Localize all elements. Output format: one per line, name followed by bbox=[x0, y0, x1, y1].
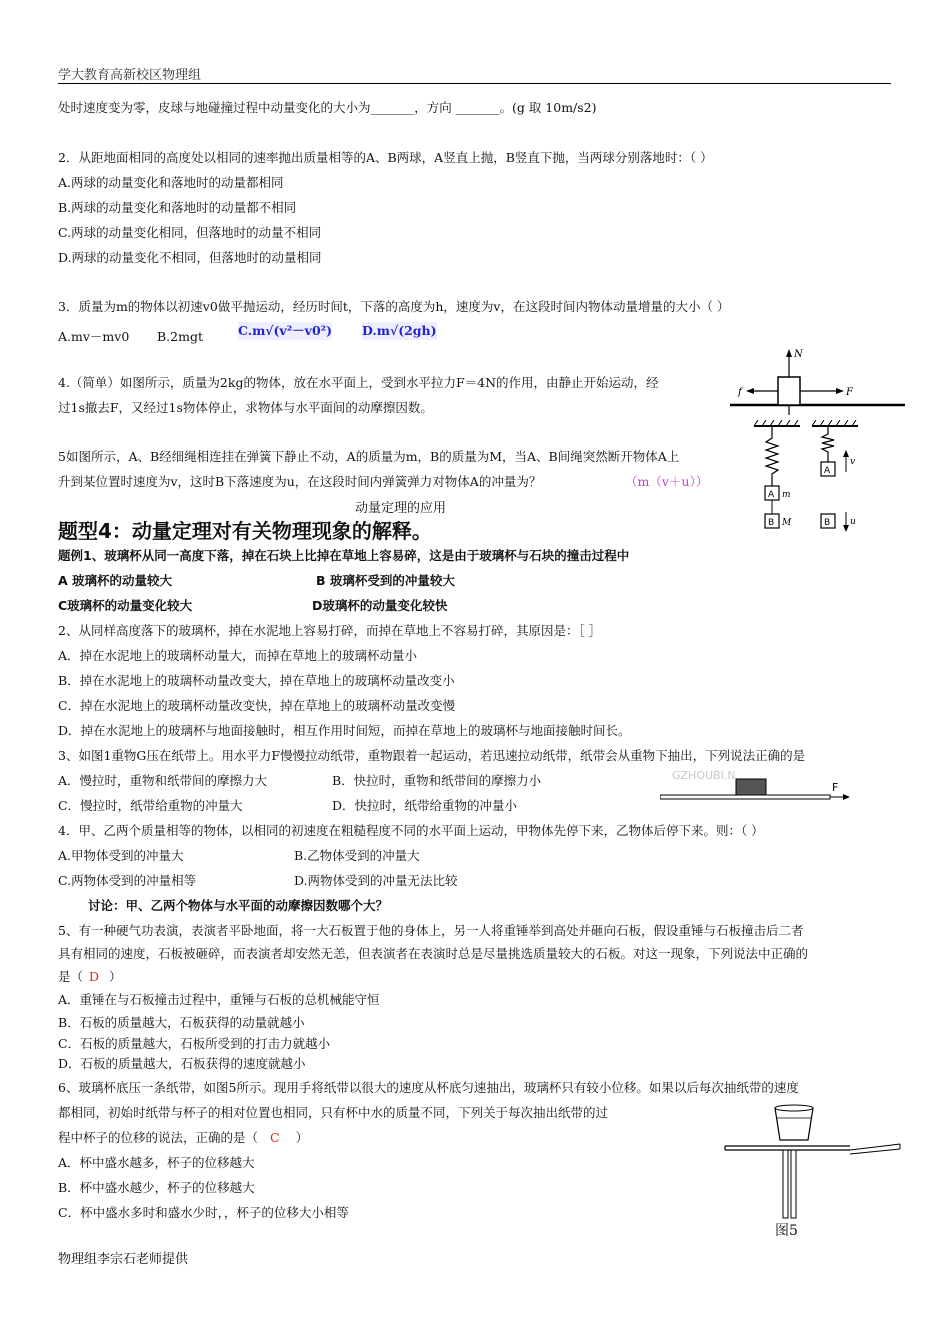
option-c: C.两物体受到的冲量相等 bbox=[58, 873, 197, 888]
option-c: C．慢拉时，纸带给重物的冲量大 bbox=[58, 798, 243, 813]
option-b: B.乙物体受到的冲量大 bbox=[294, 848, 420, 863]
page-footer: 物理组李宗石老师提供 bbox=[58, 1252, 189, 1267]
option-a: A.甲物体受到的冲量大 bbox=[58, 848, 184, 863]
option-d: D．掉在水泥地上的玻璃杯与地面接触时，相互作用时间短，而掉在草地上的玻璃杯与地面接触时间长。 bbox=[58, 723, 631, 738]
suffix: ） bbox=[291, 1130, 309, 1145]
section-title: 动量定理的应用 bbox=[355, 501, 447, 516]
label-f: f bbox=[738, 387, 742, 398]
label-a-2: A bbox=[824, 466, 831, 476]
option-d: D玻璃杯的动量变化较快 bbox=[312, 598, 448, 613]
prefix: 程中杯子的位移的说法，正确的是（ bbox=[58, 1130, 259, 1145]
page-header: 学大教育高新校区物理组 bbox=[58, 68, 202, 83]
label-b-2: B bbox=[824, 518, 831, 528]
label-m: m bbox=[782, 490, 791, 500]
question-3: 3．质量为m的物体以初速v0做平抛运动，经历时间t，下落的高度为h，速度为v，在这段时间内物体动量增量的大小（ ） bbox=[58, 299, 730, 314]
question-4-line2: 过1s撤去F，又经过1s物体停止，求物体与水平面间的动摩擦因数。 bbox=[58, 400, 433, 415]
example-1: 题例1、玻璃杯从同一高度下落，掉在石块上比掉在草地上容易碎，这是由于玻璃杯与石块的撞击过程中 bbox=[58, 548, 630, 563]
figure-5-caption: 图5 bbox=[775, 1223, 798, 1239]
option-c: C．掉在水泥地上的玻璃杯动量改变快，掉在草地上的玻璃杯动量改变慢 bbox=[58, 698, 456, 713]
text-line: 处时速度变为零，皮球与地碰撞过程中动量变化的大小为_______，方向 _______。(g 取 10m/s2) bbox=[58, 100, 597, 115]
answer: D bbox=[89, 969, 100, 984]
example-3: 3、如图1重物G压在纸带上。用水平力F慢慢拉动纸带，重物跟着一起运动，若迅速拉动纸带，纸带会从重物下抽出，下列说法正确的是 bbox=[58, 748, 806, 763]
option-a: A．杯中盛水越多，杯子的位移越大 bbox=[58, 1155, 255, 1170]
option-c: C.m√(v²－v0²) bbox=[238, 323, 333, 338]
label-u: u bbox=[850, 517, 856, 527]
option-b: B．快拉时，重物和纸带间的摩擦力小 bbox=[332, 773, 542, 788]
question-2: 2．从距地面相同的高度处以相同的速率抛出质量相等的A、B两球，A竖直上抛，B竖直下抛，当两球分别落地时：（ ） bbox=[58, 150, 713, 165]
option-b: B 玻璃杯受到的冲量较大 bbox=[316, 573, 455, 588]
question-5-line2: 升到某位置时速度为v，这时B下落速度为u，在这段时间内弹簧弹力对物体A的冲量为？ bbox=[58, 474, 542, 489]
option-d: D.m√(2gh) bbox=[362, 323, 437, 338]
option-b: B．杯中盛水越少，杯子的位移越大 bbox=[58, 1180, 255, 1195]
option-a: A．掉在水泥地上的玻璃杯动量大，而掉在草地上的玻璃杯动量小 bbox=[58, 648, 418, 663]
option-c: C．杯中盛水多时和盛水少时，，杯子的位移大小相等 bbox=[58, 1205, 349, 1220]
option-b: B.2mgt bbox=[157, 329, 203, 344]
option-c: C．石板的质量越大，石板所受到的打击力就越小 bbox=[58, 1036, 331, 1051]
example-6-line2: 都相同，初始时纸带与杯子的相对位置也相同，只有杯中水的质量不同，下列关于每次抽出纸带的过 bbox=[58, 1105, 609, 1120]
option-b: B.两球的动量变化和落地时的动量都不相同 bbox=[58, 200, 297, 215]
example-4: 4．甲、乙两个质量相等的物体，以相同的初速度在粗糙程度不同的水平面上运动，甲物体先停下来，乙物体后停下来。则：（ ） bbox=[58, 823, 764, 838]
label-b: B bbox=[768, 518, 775, 528]
prefix: 是（ bbox=[58, 969, 84, 984]
option-a: A 玻璃杯的动量较大 bbox=[58, 573, 173, 588]
option-a: A．重锤在与石板撞击过程中，重锤与石板的总机械能守恒 bbox=[58, 992, 380, 1007]
option-d: D.两球的动量变化不相同，但落地时的动量相同 bbox=[58, 250, 322, 265]
option-d: D．石板的质量越大，石板获得的速度就越小 bbox=[58, 1056, 306, 1071]
suffix: ） bbox=[105, 969, 122, 984]
example-6-line1: 6、玻璃杯底压一条纸带，如图5所示。现用手将纸带以很大的速度从杯底匀速抽出，玻璃杯只有较小位移。如果以后每次抽纸带的速度 bbox=[58, 1080, 799, 1095]
option-c: C玻璃杯的动量变化较大 bbox=[58, 598, 193, 613]
option-b: B．掉在水泥地上的玻璃杯动量改变大，掉在草地上的玻璃杯动量改变小 bbox=[58, 673, 455, 688]
label-v: v bbox=[850, 457, 856, 467]
option-b: B．石板的质量越大，石板获得的动量就越小 bbox=[58, 1015, 305, 1030]
example-5-line1: 5、有一种硬气功表演，表演者平卧地面，将一大石板置于他的身体上，另一人将重锤举到高处并砸向石板，假设重锤与石板撞击后二者 bbox=[58, 923, 804, 938]
watermark: GZHOUBI.N bbox=[672, 769, 736, 782]
label-f: F bbox=[832, 781, 839, 794]
option-a: A.两球的动量变化和落地时的动量都相同 bbox=[58, 175, 284, 190]
answer: C bbox=[270, 1130, 280, 1145]
option-d: D．快拉时，纸带给重物的冲量小 bbox=[332, 798, 518, 813]
option-c: C.两球的动量变化相同，但落地时的动量不相同 bbox=[58, 225, 322, 240]
example-6-line3 bbox=[58, 1129, 308, 1147]
question-4-line1: 4.（简单）如图所示，质量为2kg的物体，放在水平面上，受到水平拉力F＝4N的作用，由静止开始运动，经 bbox=[58, 375, 659, 390]
example-5-line2: 具有相同的速度，石板被砸碎，而表演者却安然无恙，但表演者在表演时总是尽量挑选质量较大的石板。对这一现象，下列说法中正确的 bbox=[58, 946, 809, 961]
option-d: D.两物体受到的冲量无法比较 bbox=[294, 873, 458, 888]
force-diagram-figure bbox=[730, 345, 905, 415]
question-5-line1: 5如图所示，A、B经细绳相连挂在弹簧下静止不动，A的质量为m，B的质量为M，当A、B间绳突然断开物体A上 bbox=[58, 449, 680, 464]
option-a: A．慢拉时，重物和纸带间的摩擦力大 bbox=[58, 773, 268, 788]
topic-heading: 题型4：动量定理对有关物理现象的解释。 bbox=[58, 519, 432, 543]
answer: （m（v＋u）） bbox=[625, 474, 709, 489]
header-rule bbox=[58, 83, 891, 84]
glass-figure bbox=[715, 1100, 905, 1230]
example-2: 2、从同样高度落下的玻璃杯，掉在水泥地上容易打碎，而掉在草地上不容易打碎，其原因是：［ ］ bbox=[58, 623, 602, 638]
label-force-f: F bbox=[846, 387, 853, 398]
example-5-line3 bbox=[58, 968, 122, 986]
label-big-m: M bbox=[782, 518, 792, 528]
label-a: A bbox=[768, 490, 775, 500]
label-n: N bbox=[794, 349, 803, 360]
spring-blocks-figure bbox=[752, 420, 862, 535]
discussion: 讨论：甲、乙两个物体与水平面的动摩擦因数哪个大？ bbox=[88, 898, 389, 913]
option-a: A.mv－mv0 bbox=[58, 329, 130, 344]
paper-strip-figure bbox=[660, 765, 860, 810]
